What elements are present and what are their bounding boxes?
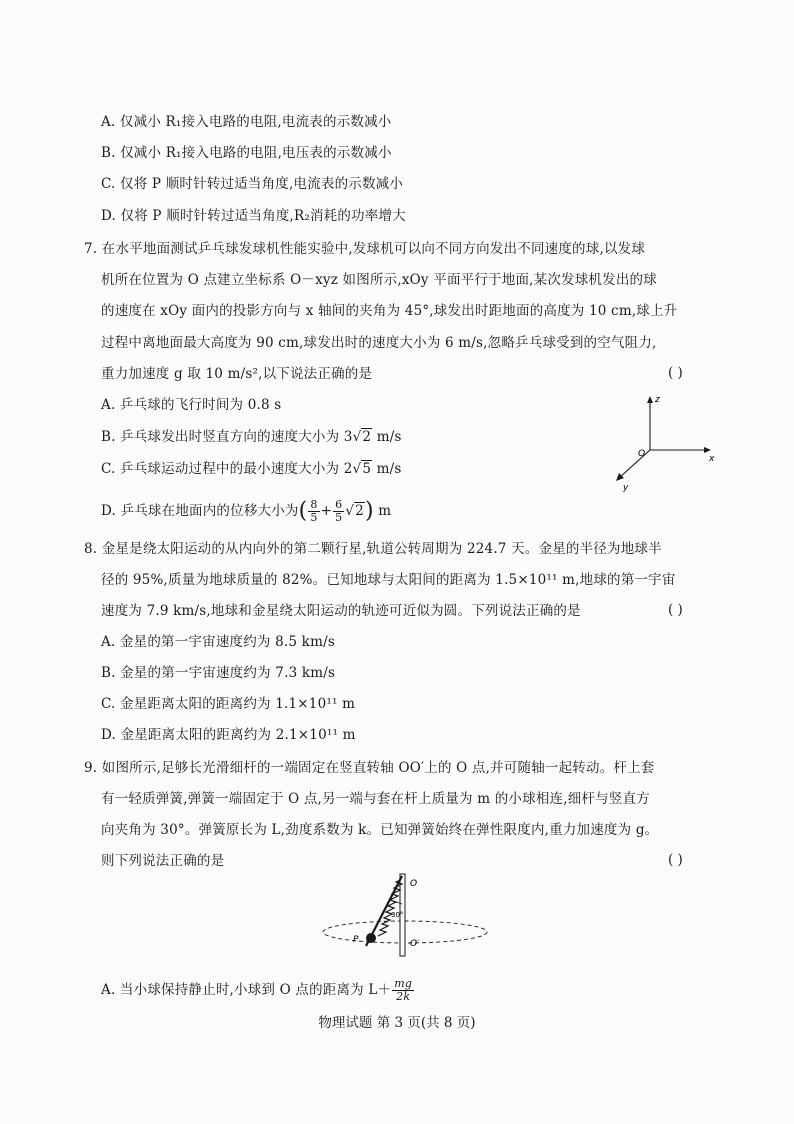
q7-option-c: C. 乒乓球运动过程中的最小速度大小为 2√5 m/s	[101, 461, 402, 477]
coordinate-axes-figure	[605, 388, 725, 498]
x-label: x	[709, 454, 715, 464]
label-angle: 30°	[391, 911, 404, 919]
label-o-prime: O′	[410, 939, 420, 949]
q9-stem-line2: 有一轻质弹簧,弹簧一端固定于 O 点,另一端与套在杆上质量为 m 的小球相连,细杆与竖直方	[101, 791, 650, 807]
q7-stem-line3: 的速度在 xOy 面内的投影方向与 x 轴间的夹角为 45°,球发出时距地面的高度为 10 cm,球上升	[101, 303, 678, 319]
origin-label: O	[638, 449, 646, 459]
label-p: P	[353, 935, 359, 945]
q9-stem-line1: 9. 如图所示,足够长光滑细杆的一端固定在竖直转轴 OO′上的 O 点,并可随轴一起转动。杆上套	[84, 760, 655, 776]
q7-stem-line5: 重力加速度 g 取 10 m/s²,以下说法正确的是	[101, 366, 373, 382]
q9-stem-line4: 则下列说法正确的是	[101, 853, 225, 869]
q7-answer-paren: ( )	[668, 365, 683, 381]
page-footer: 物理试题 第 3 页(共 8 页)	[318, 1015, 476, 1031]
z-arrow	[647, 396, 653, 403]
y-axis	[619, 450, 650, 478]
ball	[366, 933, 376, 943]
q7-stem-line1: 7. 在水平地面测试乒乓球发球机性能实验中,发球机可以向不同方向发出不同速度的球,以发球	[84, 241, 646, 257]
x-arrow	[704, 447, 711, 453]
q8-option-a: A. 金星的第一宇宙速度约为 8.5 km/s	[101, 634, 335, 650]
q7-option-b: B. 乒乓球发出时竖直方向的速度大小为 3√2 m/s	[101, 429, 402, 445]
q6-option-a: A. 仅减小 R₁接入电路的电阻,电流表的示数减小	[101, 114, 392, 130]
q7-stem-line4: 过程中离地面最大高度为 90 cm,球发出时的速度大小为 6 m/s,忽略乒乓球受到的空气阻力,	[101, 335, 657, 351]
q6-option-d: D. 仅将 P 顺时针转过适当角度,R₂消耗的功率增大	[101, 208, 406, 224]
label-o: O	[410, 879, 418, 889]
q9-option-a: A. 当小球保持静止时,小球到 O 点的距离为 L＋ $\frac{mg}{2k}$	[101, 977, 413, 1003]
q8-answer-paren: ( )	[668, 602, 683, 618]
q6-option-b: B. 仅减小 R₁接入电路的电阻,电压表的示数减小	[101, 145, 392, 161]
z-label: z	[655, 395, 660, 405]
q6-option-c: C. 仅将 P 顺时针转过适当角度,电流表的示数减小	[101, 176, 404, 192]
q8-option-c: C. 金星距离太阳的距离约为 1.1×10¹¹ m	[101, 696, 356, 712]
q7-option-a: A. 乒乓球的飞行时间为 0.8 s	[101, 397, 282, 413]
q9-answer-paren: ( )	[668, 852, 683, 868]
rotating-rod-figure	[320, 868, 495, 960]
q8-stem-line2: 径的 95%,质量为地球质量的 82%。已知地球与太阳间的距离为 1.5×10¹¹ m,地球的第一宇宙	[101, 572, 676, 588]
q8-stem-line3: 速度为 7.9 km/s,地球和金星绕太阳运动的轨迹可近似为圆。下列说法正确的是	[101, 603, 581, 619]
spring	[378, 880, 402, 936]
q7-stem-line2: 机所在位置为 O 点建立坐标系 O－xyz 如图所示,xOy 平面平行于地面,某次发球机发出的球	[101, 272, 657, 288]
q7-option-d: D. 乒乓球在地面内的位移大小为( $\frac{8}{5}$ + $\frac{6}{5}$ √2) m	[101, 498, 392, 524]
y-label: y	[623, 483, 629, 493]
q8-option-d: D. 金星距离太阳的距离约为 2.1×10¹¹ m	[101, 727, 356, 743]
q8-stem-line1: 8. 金星是绕太阳运动的从内向外的第二颗行星,轨道公转周期为 224.7 天。金星的半径为地球半	[84, 541, 662, 557]
q9-stem-line3: 向夹角为 30°。弹簧原长为 L,劲度系数为 k。已知弹簧始终在弹性限度内,重力加速度为 g。	[101, 822, 659, 838]
q8-option-b: B. 金星的第一宇宙速度约为 7.3 km/s	[101, 665, 336, 681]
